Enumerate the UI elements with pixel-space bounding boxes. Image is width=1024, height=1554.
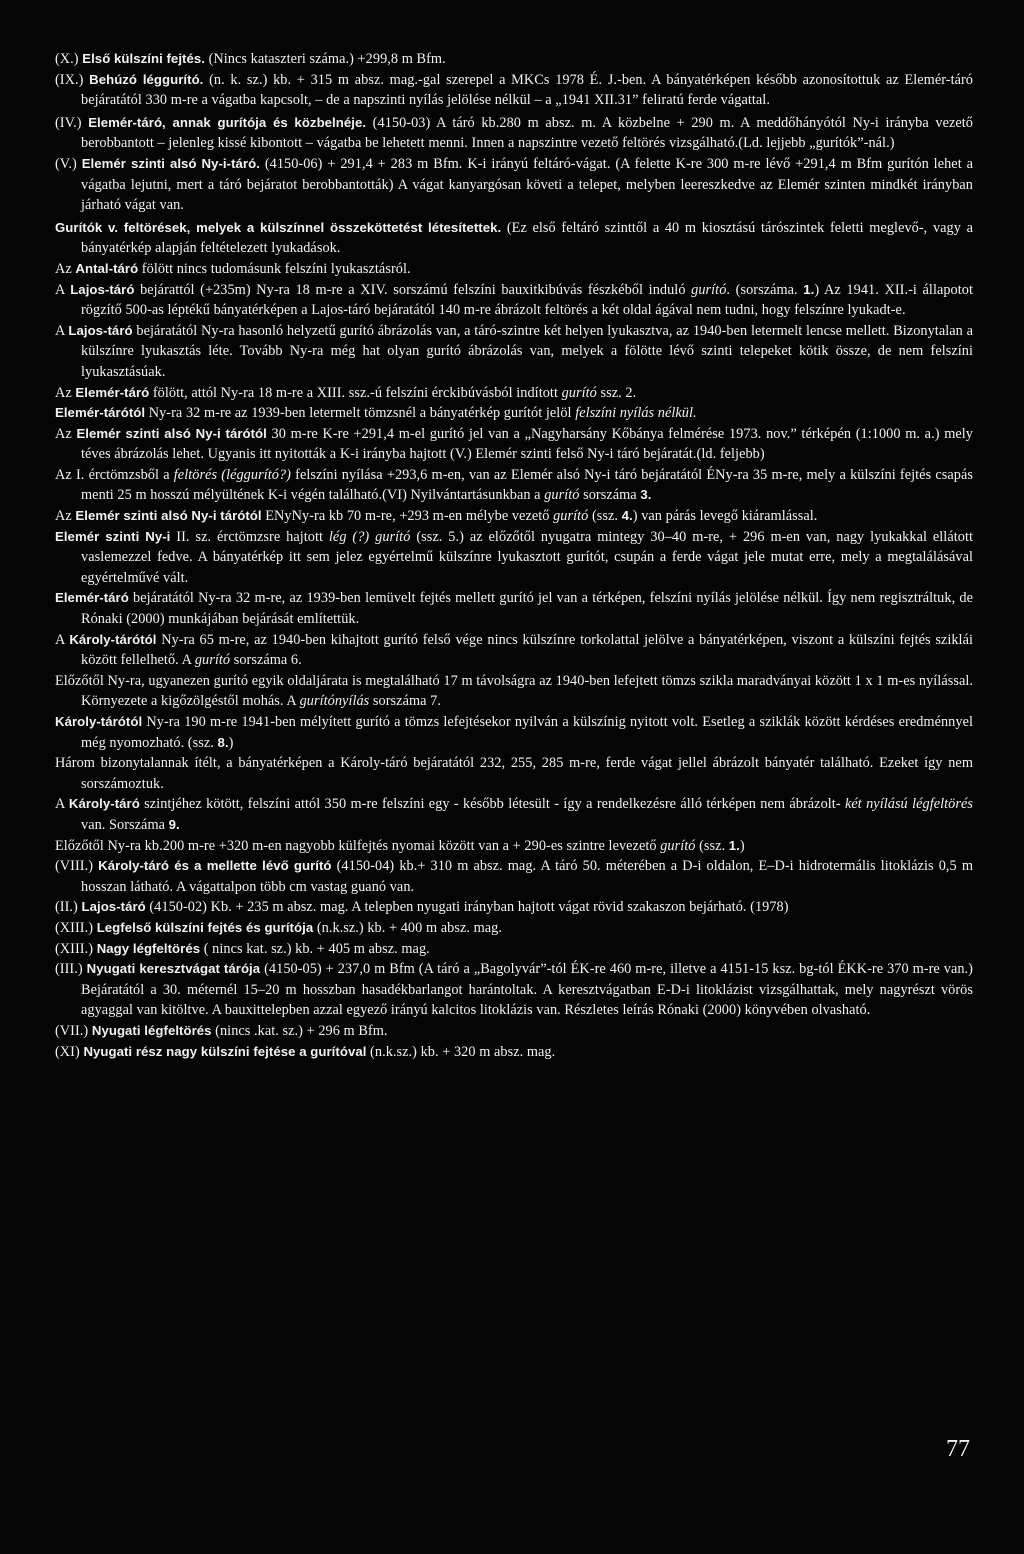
paragraph-ii-lajos-taro: (II.) Lajos-táró (4150-02) Kb. + 235 m absz. mag. A telepben nyugati irányban hajtott vágat rövid szakaszon bejárható. (1978) [55, 899, 789, 916]
paragraph-guritok-heading: Gurítók v. feltörések, melyek a külszínnel összeköttetést létesítettek. (Ez első feltáró szinttől a 40 m kiosztású tárószintek feletti meglevő-, vagy a bányatérkép alapján feltételezett lyukadások. [55, 219, 973, 257]
paragraph-harom-bizonytalan: Három bizonytalannak ítélt, a bányatérképen a Károly-táró bejáratától 232, 255, 285 m-re, ferde vágat jellel ábrázolt bányatér található. Ezeket így nem sorszámoztuk. [55, 755, 973, 792]
paragraph-i-erctomzs: Az I. érctömzsből a feltörés (léggurító?) felszíni nyílása +293,6 m-en, van az Elemér alsó Ny-i táró bejáratától ÉNy-ra 35 m-re, mely a külszíni fejtés csapás menti 25 m hosszú mélyültének K-i végén található.(VI) Nyilvántartásunkban a gurító sorszáma 3. [55, 466, 973, 504]
paragraph-elemer-szinti-ny-ii: Elemér szinti Ny-i II. sz. érctömzsre hajtott lég (?) gurító (ssz. 5.) az előzőtől nyugatra mintegy 30–40 m-re, + 296 m-en van, nagy lyukakkal ellátott vaslemezzel fedve. A bányatérkép itt sem jelez egyértelmű külszínre lyukasztott gurítót, csupán a ferde vágat jele mutat erre, mely a megtalálásával egyértelművé vált. [55, 528, 973, 586]
paragraph-xiii-legfelso: (XIII.) Legfelső külszíni fejtés és gurítója (n.k.sz.) kb. + 400 m absz. mag. [55, 919, 502, 936]
page-number: 77 [946, 1436, 970, 1462]
paragraph-vii-nyugati-legfeltores: (VII.) Nyugati légfeltörés (nincs .kat. sz.) + 296 m Bfm. [55, 1022, 388, 1039]
paragraph-elozotol-ny-200m: Előzőtől Ny-ra kb.200 m-re +320 m-en nagyobb külfejtés nyomai között van a + 290-es szintre levezető gurító (ssz. 1.) [55, 837, 745, 854]
paragraph-karoly-taro-szintjehez: A Károly-táró szintjéhez kötött, felszíni attól 350 m-re felszíni egy - később létesült - így a rendelkezésre álló térképen nem ábrázolt- két nyílású légfeltörés van. Sorszáma 9. [55, 796, 973, 833]
paragraph-karoly-tarotol-190m: Károly-tárótól Ny-ra 190 m-re 1941-ben mélyített gurító a tömzs lefejtésekor nyilván a külszínig nyitott volt. Esetleg a sziklák között kérdéses eredménnyel még nyomozható. (ssz. 8.) [55, 714, 973, 751]
paragraph-ix-behuzo-leggurito: (IX.) Behúzó léggurító. (n. k. sz.) kb. + 315 m absz. mag.-gal szerepel a MKCs 1978 É. J.-ben. A bányatérképen később azonosítottuk az Elemér-táró bejáratától 330 m-re a vágatba kapcsolt, – de a napszinti nyílás jelölése nélkül – a „1941 XII.31” feliratú ferde vágattal. [55, 71, 974, 109]
paragraph-iv-elemer-taro: (IV.) Elemér-táró, annak gurítója és közbelnéje. (4150-03) A táró kb.280 m absz. m. A közbelne + 290 m. A meddőhányótól Ny-i irányba vezető berobbantott – jelenleg kissé kibontott – vágatba be lehetett menni. Innen a napszintre vezető feltörés vizsgálható.(Ld. lejjebb „gurítók”-nál.) [55, 114, 973, 152]
paragraph-lajos-taro-1: A Lajos-táró bejárattól (+235m) Ny-ra 18 m-re a XIV. sorszámú felszíni bauxitkibúvás fészkéből induló gurító. (sorszáma. 1.) Az 1941. XII.-i állapotot rögzítő 500-as léptékű bányatérképen a Lajos-táró bejáratától 140 m-re ábrázolt feltörés a két oldal ágával nem tudni, hogy felszínre lyukadt-e. [55, 281, 973, 319]
paragraph-elemer-also-ny-70m: Az Elemér szinti alsó Ny-i tárótól ENyNy-ra kb 70 m-re, +293 m-en mélybe vezető gurító (ssz. 4.) van párás levegő kiáramlással. [55, 508, 818, 525]
paragraph-v-elemer-szinti-also-taro: (V.) Elemér szinti alsó Ny-i-táró. (4150-06) + 291,4 + 283 m Bfm. K-i irányú feltáró-vágat. (A felette K-re 300 m-re lévő +291,4 m Bfm gurítón lehet a vágatba lejutni, mert a táró bejáratot berobbantották) A vágat kanyargósan követi a telepet, melyben leereszkedve az Elemér szinten mindkét irányban járható vágat van. [55, 155, 974, 214]
paragraph-elemer-also-ny-30m: Az Elemér szinti alsó Ny-i tárótól 30 m-re K-re +291,4 m-el gurító jel van a „Nagyharsány Kőbánya felmérése 1973. nov.” térképén (1:1000 m. a.) mely téves ábrázolás lehet. Ugyanis itt nyitották a K-i irányba hajtott (V.) Elemér szinti felső Ny-i táró bejáratát.(ld. feljebb) [55, 425, 973, 463]
paragraph-elemer-tarotol-ny: Elemér-tárótól Ny-ra 32 m-re az 1939-ben letermelt tömzsnél a bányatérkép gurítót jelöl felszíni nyílás nélkül. [55, 405, 697, 422]
paragraph-elemer-taro-folott: Az Elemér-táró fölött, attól Ny-ra 18 m-re a XIII. ssz.-ú felszíni érckibúvásból indított gurító ssz. 2. [55, 384, 637, 401]
paragraph-viii-karoly-taro: (VIII.) Károly-táró és a mellette lévő gurító (4150-04) kb.+ 310 m absz. mag. A táró 50. méterében a D-i oldalon, E–D-i hidrotermális litoklázis 0,5 m hosszan látható. A vágattalpon több cm vastag guanó van. [55, 858, 973, 895]
paragraph-x-elso-kulszini-fejtes: (X.) Első külszíni fejtés. (Nincs kataszteri száma.) +299,8 m Bfm. [55, 51, 446, 67]
paragraph-xiii-nagy-legfeltores: (XIII.) Nagy légfeltörés ( nincs kat. sz.) kb. + 405 m absz. mag. [55, 940, 430, 957]
paragraph-elemer-taro-32m: Elemér-táró bejáratától Ny-ra 32 m-re, az 1939-ben lemüvelt fejtés mellett gurító jel van a térképen, felszíni nyílás jelölése nélkül. Így nem regisztráltuk, de Rónaki (2000) munkájában bejárását említettük. [55, 590, 973, 628]
document-body [55, 49, 973, 1062]
paragraph-iii-nyugati-keresztvagat: (III.) Nyugati keresztvágat tárója (4150-05) + 237,0 m Bfm (A táró a „Bagolyvár”-tól ÉK-re 460 m-re, illetve a 4151-15 ksz. bg-tól ÉKK-re 370 m-re van.) Bejáratától a 30. méternél 15–20 m hosszban hasadékbarlangot harántoltak. A keresztvágatban E-D-i litoklázist vizsgálhattak, mely nagyrészt vörös agyaggal van kitöltve. A bauxittelepben azzal egyező irányú kalcitos litoklázis van. Részletes leírás Rónaki (2000) könyvében olvasható. [55, 961, 973, 1019]
paragraph-karoly-tarotol-65m: A Károly-tárótól Ny-ra 65 m-re, az 1940-ben kihajtott gurító felső vége nincs külszínre torkolattal jelölve a bányatérképen, viszont a külszíni fejtés sziklái között fellelhető. A gurító sorszáma 6. [55, 631, 973, 669]
paragraph-elozotol-ny-17m: Előzőtől Ny-ra, ugyanezen gurító egyik oldaljárata is megtalálható 17 m távolságra az 1940-ben lefejtett tömzs szikla maradványai között 1 x 1 m-es nyílással. Környezete a kigőzölgéstől mohás. A gurítónyílás sorszáma 7. [55, 672, 973, 710]
paragraph-lajos-taro-2: A Lajos-táró bejáratától Ny-ra hasonló helyzetű gurító ábrázolás van, a táró-szintre két helyen lyukasztva, az 1940-ben letermelt lencse mellett. Bizonytalan a külszínre lyukasztás léte. Tovább Ny-ra még hat olyan gurító ábrázolás van, melyek a fölötte lévő szinti telepeket kötik össze, de nem felszíni lyukasztásúak. [55, 322, 974, 380]
paragraph-xi-nyugati-resz: (XI) Nyugati rész nagy külszíni fejtése a gurítóval (n.k.sz.) kb. + 320 m absz. mag. [55, 1043, 556, 1060]
paragraph-antal-taro: Az Antal-táró fölött nincs tudomásunk felszíni lyukasztásról. [55, 260, 411, 277]
